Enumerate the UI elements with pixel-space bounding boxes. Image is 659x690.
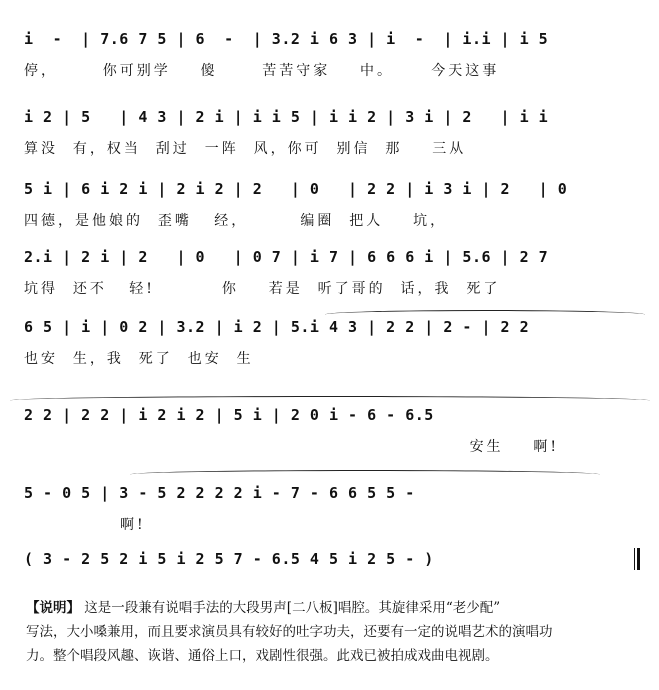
notation: i - | 7.6 7 5 | 6 - | 3.2 i 6 3 | i - | i.i | i 5 [24, 30, 549, 48]
lyrics: 四德，是他娘的 歪嘴 经， 编圈 把人 坑， [24, 213, 448, 229]
notation: 5 - 0 5 | 3 - 5 2 2 2 2 i - 7 - 6 6 5 5 - [24, 484, 415, 502]
explanation-line-1 [26, 596, 645, 620]
slur [10, 396, 650, 405]
score-line-2 [0, 108, 659, 168]
notation: ( 3 - 2 5 2 i 5 i 2 5 7 - 6.5 4 5 i 2 5 - ) [24, 550, 434, 568]
lyrics: 安生 啊! [469, 439, 559, 455]
final-barline [634, 548, 640, 570]
notation: i 2 | 5 | 4 3 | 2 i | i i 5 | i i 2 | 3 i | 2 | i i [24, 108, 549, 126]
explanation-tag: 【说明】 [26, 600, 80, 616]
score-line-4 [0, 248, 659, 308]
explanation [26, 596, 645, 668]
lyrics: 啊! [120, 517, 146, 533]
notation: 2.i | 2 i | 2 | 0 | 0 7 | i 7 | 6 6 6 i | 5.6 | 2 7 [24, 248, 549, 266]
notation: 6 5 | i | 0 2 | 3.2 | i 2 | 5.i 4 3 | 2 2 | 2 - | 2 2 [24, 318, 530, 336]
explanation-text: 这是一段兼有说唱手法的大段男声[二八板]唱腔。其旋律采用“老少配” [84, 600, 501, 616]
score-line-3 [0, 180, 659, 240]
score-line-1 [0, 30, 659, 90]
score-line-8 [0, 550, 659, 580]
score-line-6 [0, 406, 659, 466]
lyrics: 停， 你可别学 傻 苦苦守家 中。 今天这事 [24, 63, 500, 79]
explanation-line-2: 写法，大小嗓兼用，而且要求演员具有较好的吐字功夫，还要有一定的说唱艺术的演唱功 [26, 624, 553, 640]
notation: 5 i | 6 i 2 i | 2 i 2 | 2 | 0 | 2 2 | i 3 i | 2 | 0 [24, 180, 568, 198]
notation: 2 2 | 2 2 | i 2 i 2 | 5 i | 2 0 i - 6 - 6.5 [24, 406, 434, 424]
explanation-line-3: 力。整个唱段风趣、诙谐、通俗上口，戏剧性很强。此戏已被拍成戏曲电视剧。 [26, 648, 499, 664]
slur [130, 470, 600, 479]
lyrics: 也安 生，我 死了 也安 生 [24, 351, 254, 367]
score-line-7 [0, 484, 659, 544]
score-line-5 [0, 318, 659, 388]
lyrics: 算没 有，权当 刮过 一阵 风，你可 别信 那 三从 [24, 141, 467, 157]
lyrics: 坑得 还不 轻! 你 若是 听了哥的 话，我 死了 [24, 281, 501, 297]
